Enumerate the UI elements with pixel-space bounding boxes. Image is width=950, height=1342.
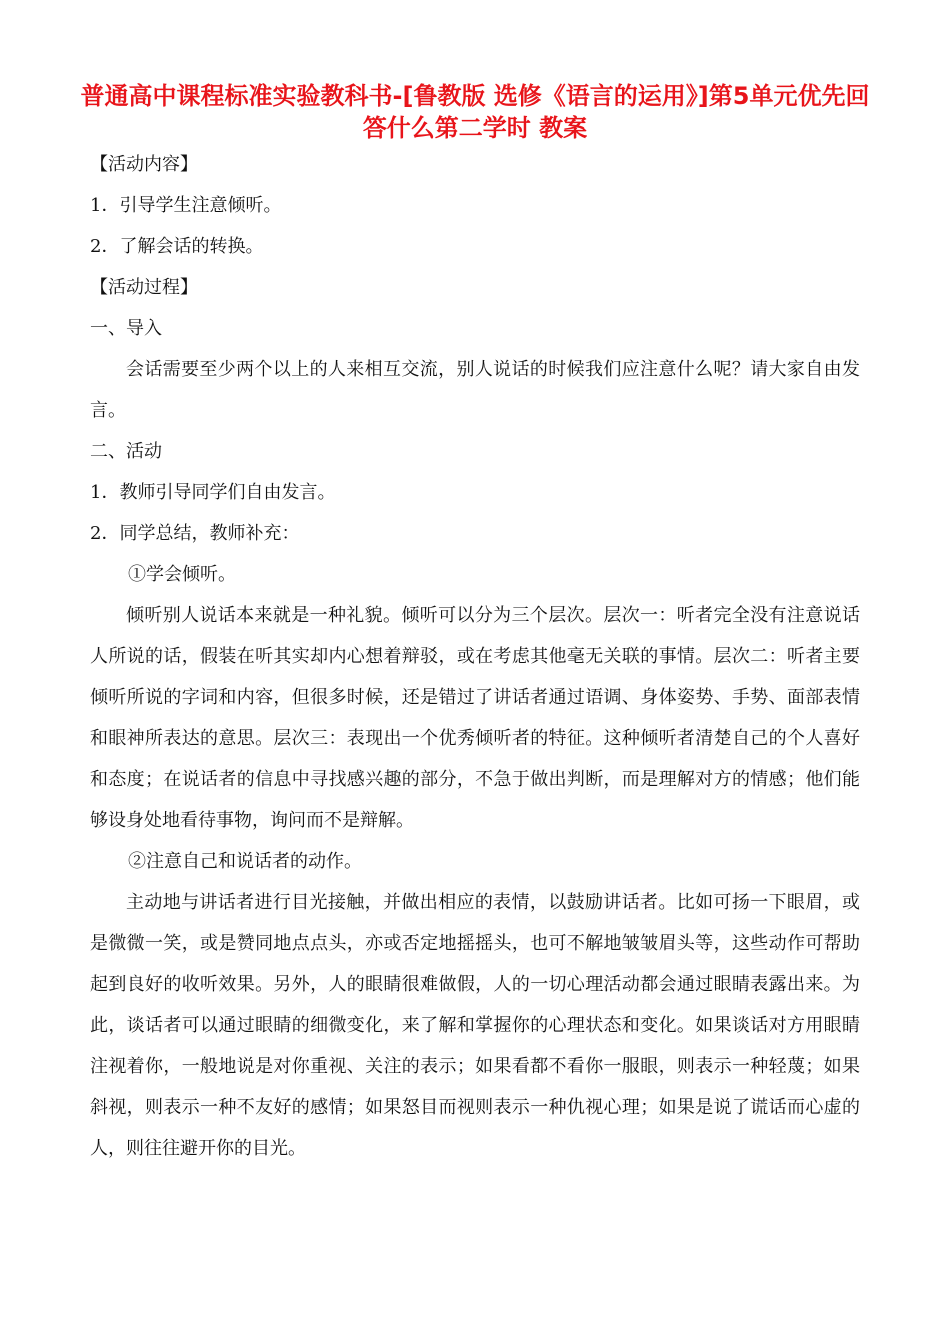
document-body [90, 144, 860, 1169]
part-1-heading: 一、导入 [90, 318, 162, 339]
point-1-paragraph: 倾听别人说话本来就是一种礼貌。倾听可以分为三个层次。层次一：听者完全没有注意说话人所说的话，假装在听其实却内心想着辩驳，或在考虑其他毫无关联的事情。层次二：听者主要倾听所说的字词和内容，但很多时候，还是错过了讲话者通过语调、身体姿势、手势、面部表情和眼神所表达的意思。层次三：表现出一个优秀倾听者的特征。这种倾听者清楚自己的个人喜好和态度；在说话者的信息中寻找感兴趣的部分，不急于做出判断，而是理解对方的情感；他们能够设身处地看待事物，询问而不是辩解。 [90, 605, 860, 831]
section-content-heading: 【活动内容】 [90, 154, 198, 175]
point-1-heading: ①学会倾听。 [128, 564, 236, 585]
section-process-heading: 【活动过程】 [90, 277, 198, 298]
document-title: 普通高中课程标准实验教科书-[鲁教版 选修《语言的运用》]第5单元优先回答什么第二学时 教案 [80, 82, 870, 142]
activity-item-2: 2．同学总结，教师补充： [90, 523, 300, 544]
part-2-heading: 二、活动 [90, 441, 162, 462]
point-2-heading: ②注意自己和说话者的动作。 [128, 851, 362, 872]
content-item-1: 1．引导学生注意倾听。 [90, 195, 282, 216]
content-item-2: 2．了解会话的转换。 [90, 236, 264, 257]
part-1-paragraph: 会话需要至少两个以上的人来相互交流，别人说话的时候我们应注意什么呢？请大家自由发言。 [90, 359, 860, 421]
point-2-paragraph: 主动地与讲话者进行目光接触，并做出相应的表情，以鼓励讲话者。比如可扬一下眼眉，或是微微一笑，或是赞同地点点头，亦或否定地摇摇头，也可不解地皱皱眉头等，这些动作可帮助起到良好的收听效果。另外，人的眼睛很难做假，人的一切心理活动都会通过眼睛表露出来。为此，谈话者可以通过眼睛的细微变化，来了解和掌握你的心理状态和变化。如果谈话对方用眼睛注视着你，一般地说是对你重视、关注的表示；如果看都不看你一服眼，则表示一种轻蔑；如果斜视，则表示一种不友好的感情；如果怒目而视则表示一种仇视心理；如果是说了谎话而心虚的人，则往往避开你的目光。 [90, 892, 860, 1159]
activity-item-1: 1．教师引导同学们自由发言。 [90, 482, 336, 503]
